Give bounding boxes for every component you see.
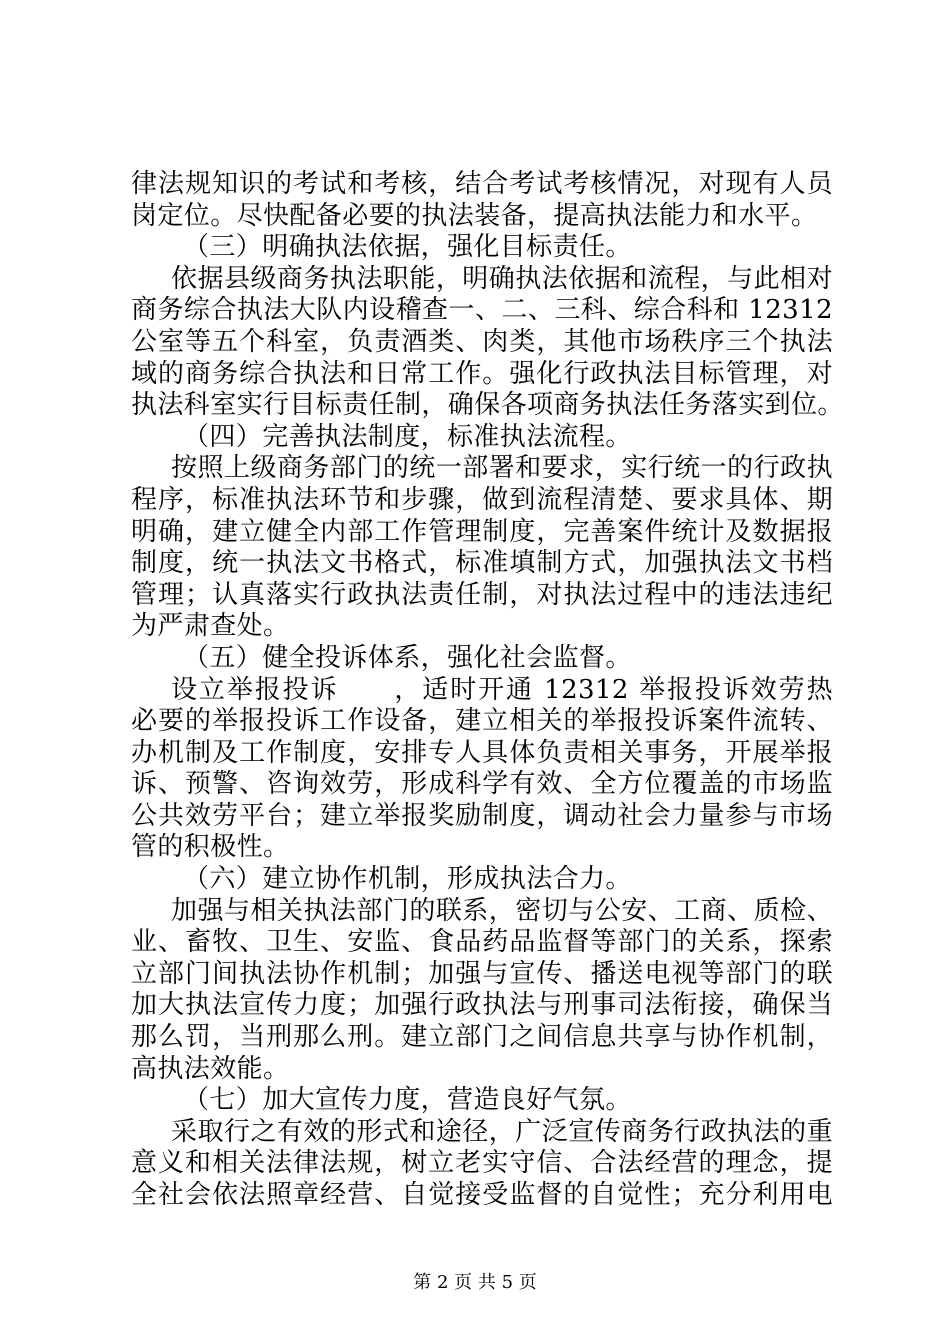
text-line: 诉、预警、咨询效劳，形成科学有效、全方位覆盖的市场监 [131,769,833,800]
text-line: 业、畜牧、卫生、安监、食品药品监督等部门的关系，探索 [131,927,833,958]
section-heading: （七）加大宣传力度，营造良好气氛。 [183,1085,632,1116]
section-heading: （六）建立协作机制，形成执法合力。 [183,864,632,895]
text-line: 按照上级商务部门的统一部署和要求，实行统一的行政执 [171,453,833,484]
text-line: 办机制及工作制度，安排专人具体负责相关事务，开展举报 [131,737,833,768]
text-line: 程序，标准执法环节和步骤，做到流程清楚、要求具体、期 [131,484,833,515]
text-line: 必要的举报投诉工作设备，建立相关的举报投诉案件流转、 [131,706,833,737]
text-line: 执法科室实行目标责任制，确保各项商务执法任务落实到位。 [131,390,844,421]
text-line: 明确，建立健全内部工作管理制度，完善案件统计及数据报 [131,516,833,547]
text-line: 加强与相关执法部门的联系，密切与公安、工商、质检、 [171,895,833,926]
page-footer: 第 2 页 共 5 页 [413,1272,537,1293]
text-line: 域的商务综合执法和日常工作。强化行政执法目标管理，对 [131,358,833,389]
text-line: 岗定位。尽快配备必要的执法装备，提高执法能力和水平。 [131,200,818,231]
section-heading: （五）健全投诉体系，强化社会监督。 [183,642,632,673]
text-line: 为严肃查处。 [131,611,290,642]
text-line: 那么罚，当刑那么刑。建立部门之间信息共享与协作机制， [131,1022,833,1053]
text-line: 设立举报投诉 ，适时开通 12312 举报投诉效劳热 [171,674,833,705]
text-line: 依据县级商务执法职能，明确执法依据和流程，与此相对 [171,263,833,294]
text-line: 管理；认真落实行政执法责任制，对执法过程中的违法违纪 [131,579,833,610]
text-line: 制度，统一执法文书格式，标准填制方式，加强执法文书档 [131,548,833,579]
text-line: 商务综合执法大队内设稽查一、二、三科、综合科和 12312 [131,295,833,326]
document-body [131,169,844,1212]
text-line: 高执法效能。 [131,1053,290,1084]
text-line: 采取行之有效的形式和途径，广泛宣传商务行政执法的重 [171,1116,833,1147]
text-line: 律法规知识的考试和考核，结合考试考核情况，对现有人员 [131,169,833,199]
section-heading: （四）完善执法制度，标准执法流程。 [183,421,632,452]
section-heading: （三）明确执法依据，强化目标责任。 [183,232,632,263]
text-line: 全社会依法照章经营、自觉接受监督的自觉性；充分利用电 [131,1180,833,1210]
text-line: 公室等五个科室，负责酒类、肉类，其他市场秩序三个执法 [131,326,833,357]
text-line: 立部门间执法协作机制；加强与宣传、播送电视等部门的联 [131,958,833,989]
text-line: 意义和相关法律法规，树立老实守信、合法经营的理念，提 [131,1148,833,1179]
text-line: 管的积极性。 [131,832,290,863]
text-line: 公共效劳平台；建立举报奖励制度，调动社会力量参与市场 [131,800,833,831]
text-line: 加大执法宣传力度；加强行政执法与刑事司法衔接，确保当 [131,990,833,1021]
